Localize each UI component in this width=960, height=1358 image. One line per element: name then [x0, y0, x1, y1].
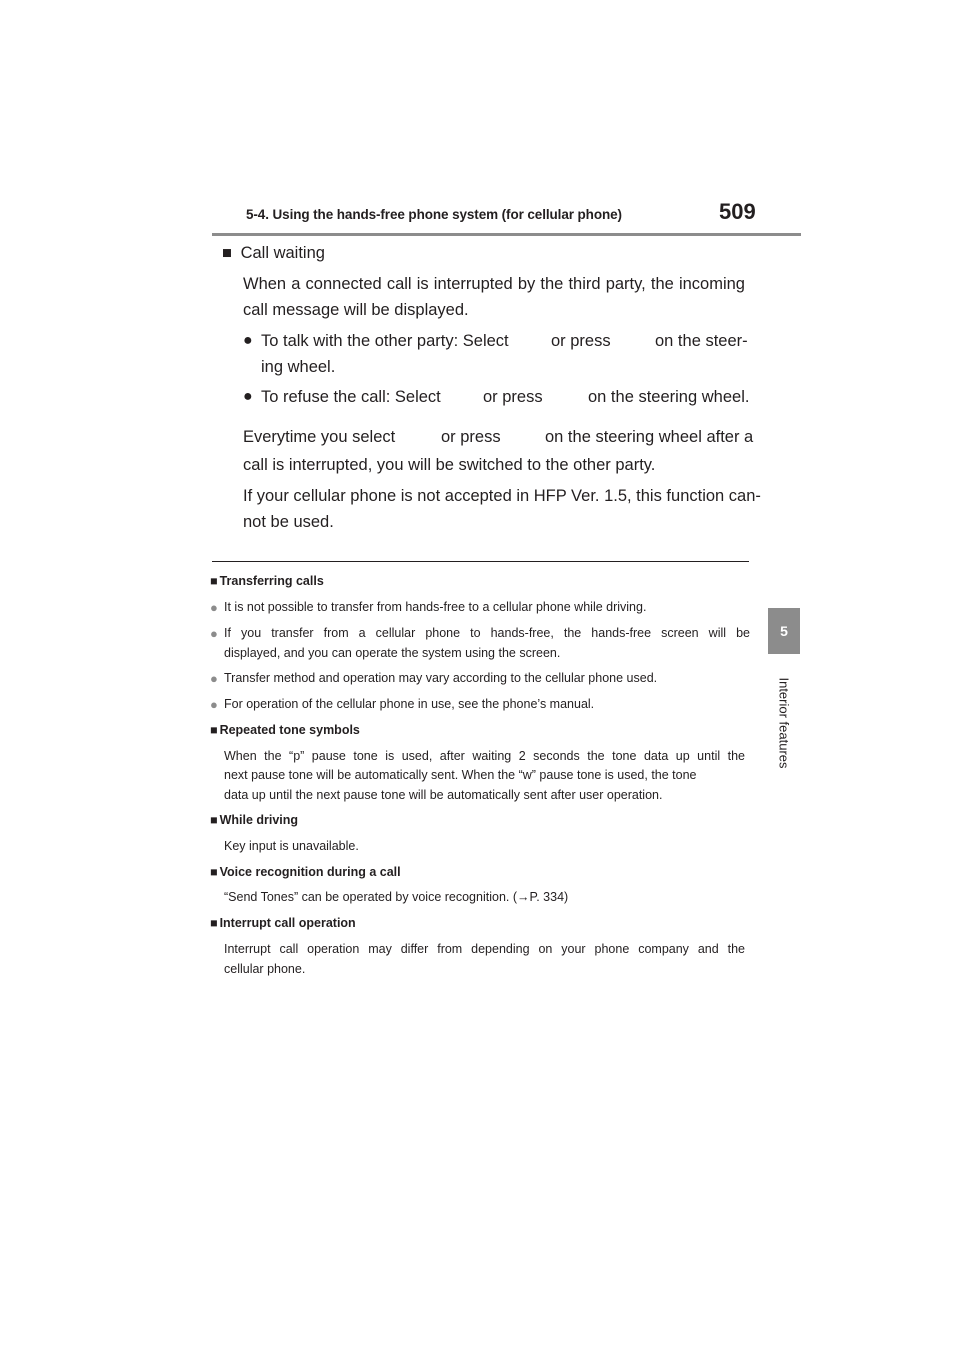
square-bullet-icon: ■: [222, 244, 232, 262]
interrupt-line2: cellular phone.: [224, 962, 306, 976]
every-text-b: or press: [441, 428, 501, 446]
bullet-icon: ●: [210, 600, 218, 615]
talk-text-b: or press: [551, 332, 611, 350]
interrupt-heading: [210, 916, 356, 930]
hfp-text-line1: If your cellular phone is not accepted in HFP Ver. 1.5, this function can-: [243, 487, 761, 505]
bullet-icon: ●: [243, 388, 253, 405]
voice-heading: [210, 865, 401, 879]
every-text-c: on the steering wheel after a: [545, 428, 754, 446]
while-driving-title: While driving: [219, 813, 299, 827]
chapter-tab: 5: [768, 608, 800, 654]
call-waiting-heading: [222, 244, 325, 263]
call-waiting-intro-2: call message will be displayed.: [243, 301, 469, 319]
interrupt-title: Interrupt call operation: [219, 916, 356, 930]
page-number: 509: [719, 199, 756, 224]
section-divider: [212, 561, 749, 562]
square-bullet-icon: ■: [210, 723, 218, 737]
every-text-line2: call is interrupted, you will be switched to the other party.: [243, 456, 656, 474]
voice-line1: “Send Tones” can be operated by voice recognition. (→P. 334): [224, 890, 569, 904]
while-driving-heading: [210, 813, 298, 827]
call-waiting-title: Call waiting: [240, 244, 325, 262]
header-rule: [212, 233, 801, 236]
repeated-title: Repeated tone symbols: [219, 723, 360, 737]
repeated-line1: When the “p” pause tone is used, after waiting 2 seconds the tone data up until the: [224, 749, 745, 763]
talk-text-c: on the steer-: [655, 332, 748, 350]
transferring-bullet-3: Transfer method and operation may vary according to the cellular phone used.: [224, 671, 658, 685]
bullet-icon: ●: [210, 697, 218, 712]
square-bullet-icon: ■: [210, 574, 218, 588]
bullet-icon: ●: [210, 671, 218, 686]
transferring-bullet-2-line2: displayed, and you can operate the system using the screen.: [224, 646, 561, 660]
transferring-heading: [210, 574, 324, 588]
repeated-line2: next pause tone will be automatically sent. When the “w” pause tone is used, the tone: [224, 768, 697, 782]
hfp-text-line2: not be used.: [243, 513, 334, 531]
repeated-line3: data up until the next pause tone will be automatically sent after user operation.: [224, 788, 663, 802]
transferring-bullet-1: It is not possible to transfer from hands-free to a cellular phone while driving.: [224, 600, 647, 614]
interrupt-line1: Interrupt call operation may differ from depending on your phone company and the: [224, 942, 745, 956]
refuse-text-b: or press: [483, 388, 543, 406]
square-bullet-icon: ■: [210, 865, 218, 879]
refuse-text-c: on the steering wheel.: [588, 388, 750, 406]
call-waiting-intro-1: When a connected call is interrupted by the third party, the incoming: [243, 275, 745, 293]
while-driving-line1: Key input is unavailable.: [224, 839, 359, 853]
transferring-title: Transferring calls: [219, 574, 324, 588]
talk-text-line2: ing wheel.: [261, 358, 336, 376]
talk-text-a: To talk with the other party: Select: [261, 332, 509, 350]
square-bullet-icon: ■: [210, 813, 218, 827]
chapter-label: Interior features: [776, 677, 792, 769]
square-bullet-icon: ■: [210, 916, 218, 930]
repeated-heading: [210, 723, 360, 737]
every-text-a: Everytime you select: [243, 428, 396, 446]
refuse-text-a: To refuse the call: Select: [261, 388, 441, 406]
bullet-icon: ●: [210, 626, 218, 641]
bullet-icon: ●: [243, 332, 253, 349]
section-header: 5-4. Using the hands-free phone system (for cellular phone): [246, 207, 622, 222]
voice-title: Voice recognition during a call: [219, 865, 401, 879]
transferring-bullet-2-line1: If you transfer from a cellular phone to hands-free, the hands-free screen will be: [224, 626, 750, 640]
transferring-bullet-4: For operation of the cellular phone in use, see the phone’s manual.: [224, 697, 595, 711]
